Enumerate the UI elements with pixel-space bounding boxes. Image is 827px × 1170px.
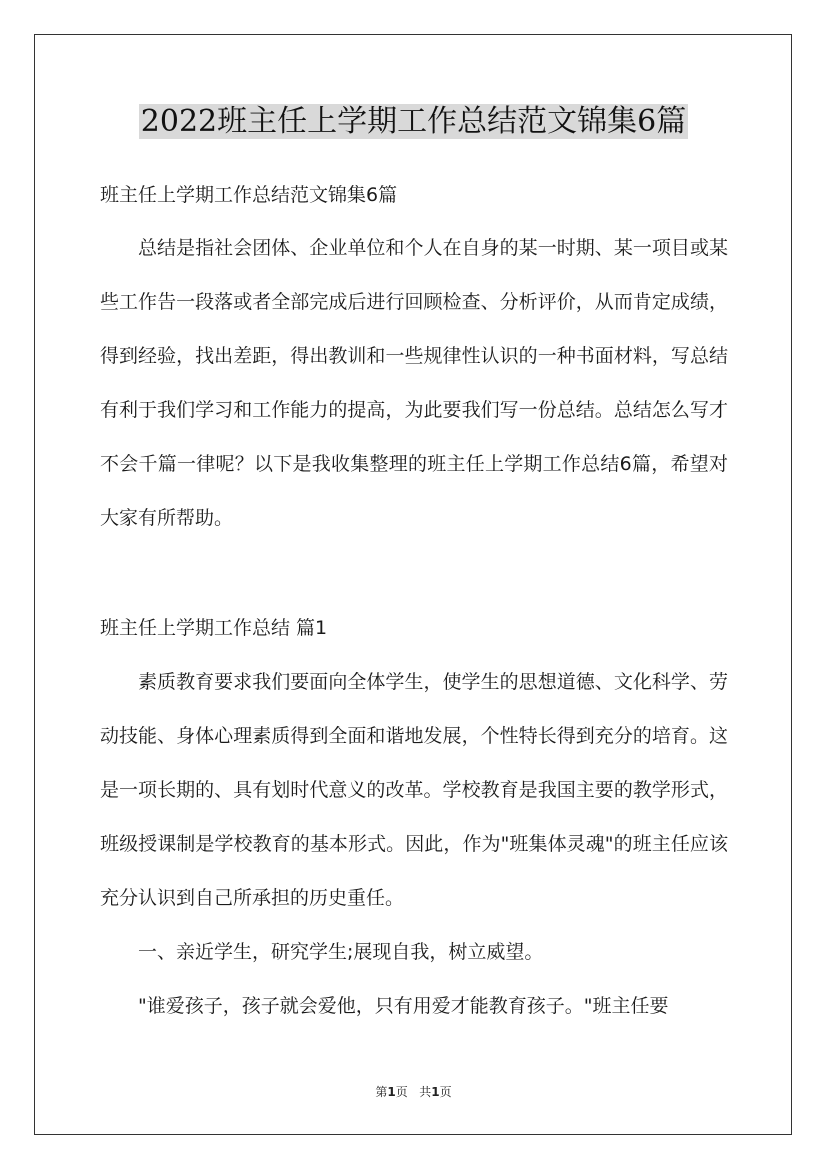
section-paragraph-3: "谁爱孩子，孩子就会爱他，只有用爱才能教育孩子。"班主任要 — [138, 995, 669, 1017]
intro-paragraph: 总结是指社会团体、企业单位和个人在自身的某一时期、某一项目或某些工作告一段落或者全部完成后进行回顾检查、分析评价，从而肯定成绩，得到经验，找出差距，得出教训和一些规律性认识的一种书面材料，写总结有利于我们学习和工作能力的提高，为此要我们写一份总结。总结怎么写才不会千篇一律呢？以下是我收集整理的班主任上学期工作总结6篇，希望对大家有所帮助。 — [100, 237, 728, 529]
footer-total-prefix: 共 — [419, 1085, 432, 1099]
document-subtitle: 班主任上学期工作总结范文锦集6篇 — [100, 184, 398, 206]
section-paragraph-2: 一、亲近学生，研究学生;展现自我，树立威望。 — [138, 941, 544, 963]
section-paragraph-1: 素质教育要求我们要面向全体学生，使学生的思想道德、文化科学、劳动技能、身体心理素质得到全面和谐地发展，个性特长得到充分的培育。这是一项长期的、具有划时代意义的改革。学校教育是我国主要的教学形式，班级授课制是学校教育的基本形式。因此，作为"班集体灵魂"的班主任应该充分认识到自己所承担的历史重任。 — [100, 671, 728, 909]
footer-page-number: 1 — [387, 1085, 396, 1099]
document-title-text: 2022班主任上学期工作总结范文锦集6篇 — [140, 104, 687, 139]
footer-total-pages: 1 — [431, 1085, 440, 1099]
document-title — [0, 100, 827, 144]
footer-page-prefix: 第 — [375, 1085, 388, 1099]
footer-page-suffix: 页 — [395, 1085, 408, 1099]
footer-total-suffix: 页 — [439, 1085, 452, 1099]
page-footer — [0, 1083, 827, 1100]
section-heading: 班主任上学期工作总结 篇1 — [100, 617, 328, 639]
